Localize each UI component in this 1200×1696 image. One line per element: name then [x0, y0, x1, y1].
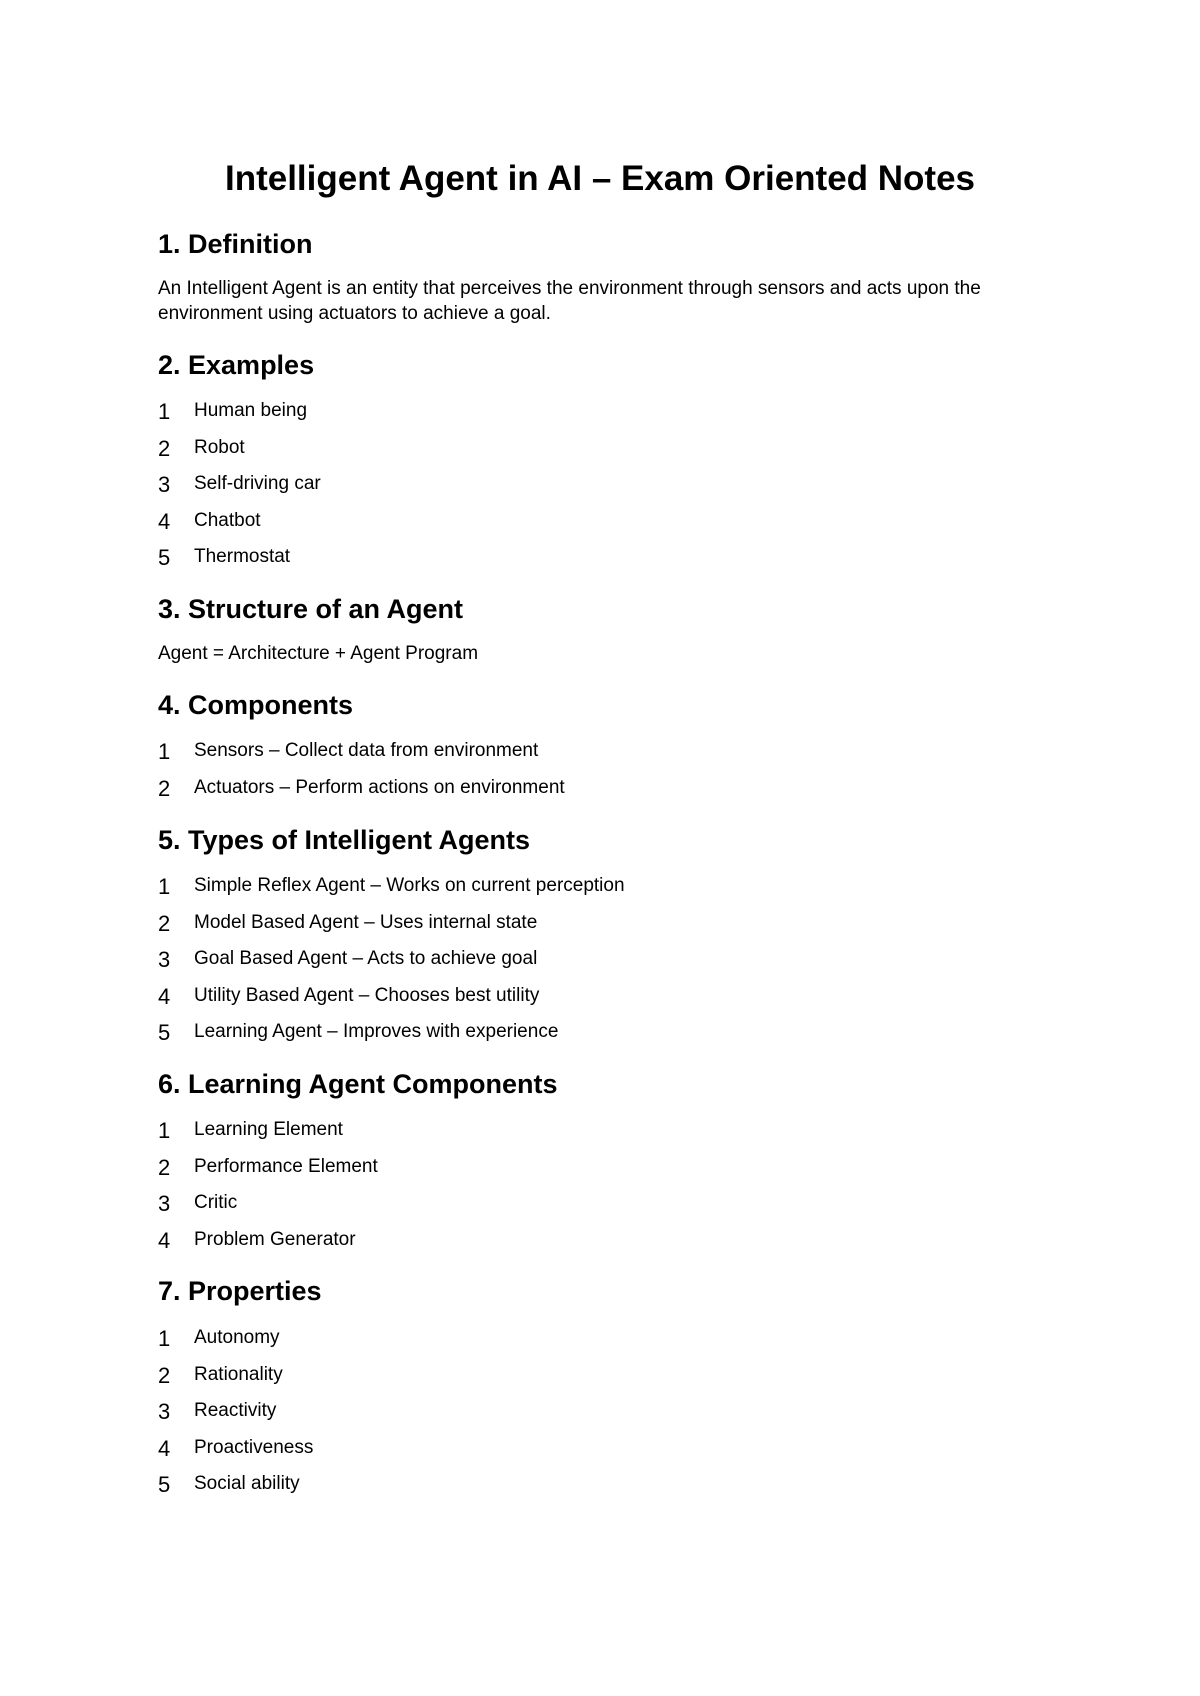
list-item-number: 1 [158, 874, 171, 899]
list-item [158, 1018, 625, 1055]
section-heading-types: 5. Types of Intelligent Agents [158, 825, 531, 855]
list-item [158, 507, 321, 544]
list-item [158, 1470, 313, 1507]
list-item [158, 1189, 378, 1226]
list-item [158, 1361, 313, 1398]
list-item-number: 4 [158, 1435, 171, 1461]
list-item-number: 1 [158, 1118, 171, 1143]
list-item [158, 945, 625, 982]
types-list [158, 872, 625, 1055]
list-item [158, 397, 321, 434]
list-item [158, 543, 321, 580]
list-item-number: 3 [158, 1191, 171, 1216]
definition-paragraph: An Intelligent Agent is an entity that perceives the environment through sensors and acts upon the environment using actuators to achieve a goal. [158, 278, 981, 324]
list-item-text: Critic [194, 1192, 238, 1213]
list-item [158, 1116, 378, 1153]
list-item-number: 2 [158, 435, 171, 461]
section-heading-structure: 3. Structure of an Agent [158, 594, 464, 624]
section-heading-properties: 7. Properties [158, 1276, 322, 1306]
list-item-number: 1 [158, 399, 171, 424]
list-item-number: 2 [158, 1362, 171, 1388]
list-item-text: Chatbot [194, 509, 261, 531]
list-item-number: 1 [158, 1326, 171, 1351]
list-item-text: Utility Based Agent – Chooses best utility [194, 984, 540, 1006]
list-item [158, 1226, 378, 1263]
list-item-number: 3 [158, 947, 171, 972]
list-item-text: Thermostat [194, 546, 291, 567]
list-item-text: Sensors – Collect data from environment [194, 740, 539, 761]
list-item-number: 2 [158, 1154, 171, 1180]
section-heading-examples: 2. Examples [158, 350, 315, 380]
list-item-text: Learning Agent – Improves with experience [194, 1021, 559, 1042]
list-item [158, 737, 565, 774]
list-item-text: Goal Based Agent – Acts to achieve goal [194, 948, 538, 969]
list-item-text: Self-driving car [194, 473, 321, 494]
list-item-number: 3 [158, 472, 171, 497]
list-item-number: 5 [158, 1472, 171, 1497]
list-item-text: Model Based Agent – Uses internal state [194, 911, 538, 933]
components-list [158, 737, 565, 810]
list-item-number: 2 [158, 910, 171, 936]
list-item-number: 4 [158, 508, 171, 534]
list-item-text: Robot [194, 436, 245, 458]
structure-formula: Agent = Architecture + Agent Program [158, 643, 479, 664]
list-item [158, 909, 625, 946]
list-item-number: 4 [158, 983, 171, 1009]
list-item-number: 2 [158, 775, 171, 801]
list-item-number: 4 [158, 1227, 171, 1253]
page-title: Intelligent Agent in AI – Exam Oriented Notes [224, 159, 976, 198]
list-item-text: Autonomy [194, 1327, 280, 1348]
list-item [158, 1397, 313, 1434]
list-item-text: Rationality [194, 1363, 283, 1385]
list-item [158, 774, 565, 811]
list-item-text: Human being [194, 400, 308, 421]
list-item-text: Reactivity [194, 1400, 277, 1421]
section-heading-learning: 6. Learning Agent Components [158, 1069, 558, 1099]
list-item [158, 1434, 313, 1471]
list-item [158, 872, 625, 909]
list-item [158, 1153, 378, 1190]
section-heading-definition: 1. Definition [158, 229, 313, 259]
learning-components-list [158, 1116, 378, 1262]
list-item-text: Performance Element [194, 1155, 378, 1177]
list-item [158, 1324, 313, 1361]
list-item-number: 5 [158, 545, 171, 570]
list-item [158, 982, 625, 1019]
list-item-text: Simple Reflex Agent – Works on current perception [194, 875, 625, 896]
list-item-text: Proactiveness [194, 1436, 314, 1458]
list-item-text: Social ability [194, 1473, 300, 1494]
examples-list [158, 397, 321, 580]
list-item [158, 434, 321, 471]
list-item-number: 5 [158, 1020, 171, 1045]
list-item-text: Problem Generator [194, 1228, 356, 1250]
list-item-text: Actuators – Perform actions on environment [194, 776, 565, 798]
list-item-number: 1 [158, 739, 171, 764]
list-item-number: 3 [158, 1399, 171, 1424]
list-item [158, 470, 321, 507]
properties-list [158, 1324, 313, 1507]
section-heading-components: 4. Components [158, 690, 354, 720]
list-item-text: Learning Element [194, 1119, 343, 1140]
